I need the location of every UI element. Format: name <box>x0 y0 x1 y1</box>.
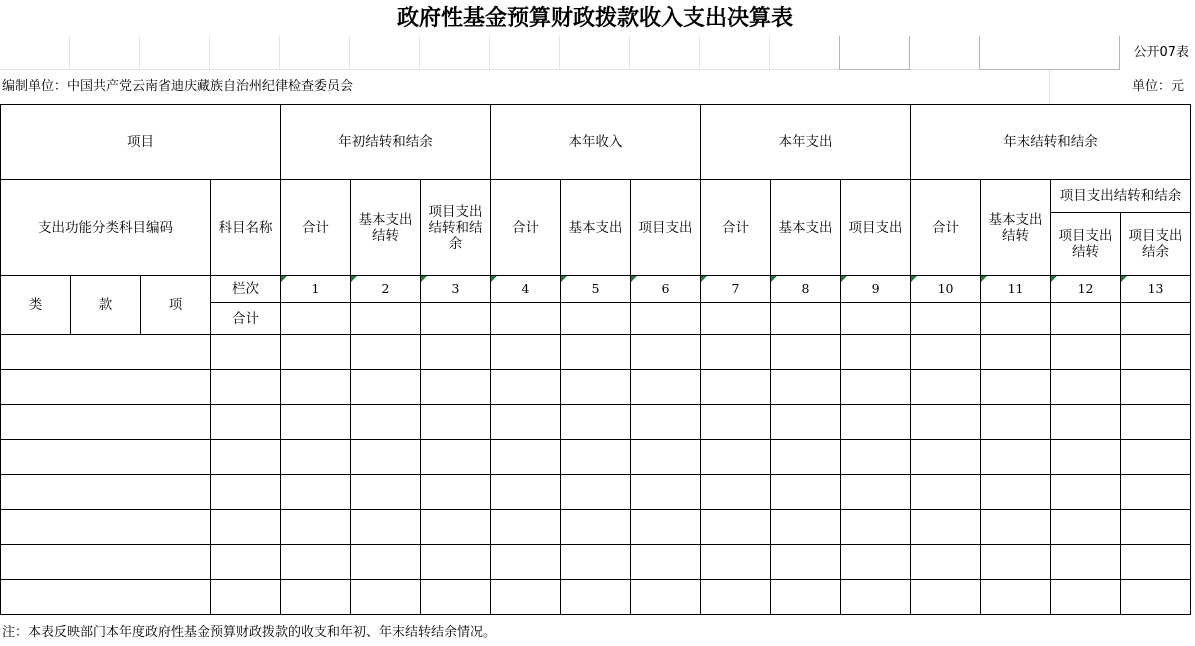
column-number-label: 栏次 <box>211 276 281 303</box>
data-cell <box>1051 545 1121 580</box>
cell-note-marker <box>281 276 287 282</box>
data-cell <box>281 405 351 440</box>
data-cell <box>911 440 981 475</box>
closing-project-group-header: 项目支出结转和结余 <box>1051 180 1191 213</box>
data-cell <box>351 440 421 475</box>
data-cell <box>631 580 701 615</box>
data-cell <box>491 370 561 405</box>
column-number: 11 <box>1007 281 1024 296</box>
data-cell <box>981 580 1051 615</box>
data-cell <box>841 440 911 475</box>
data-cell <box>281 545 351 580</box>
column-number: 2 <box>381 281 390 296</box>
data-cell <box>911 545 981 580</box>
closing-basic-header: 基本支出结转 <box>981 180 1051 276</box>
column-number: 3 <box>451 281 460 296</box>
blank-cell <box>700 36 770 70</box>
data-cell <box>1121 545 1191 580</box>
code-cell <box>1 580 211 615</box>
data-cell <box>701 580 771 615</box>
cell-note-marker <box>911 276 917 282</box>
income-total-header: 合计 <box>491 180 561 276</box>
opening-basic-header: 基本支出结转 <box>351 180 421 276</box>
unit-row <box>0 70 1190 104</box>
data-cell <box>701 545 771 580</box>
data-cell <box>421 303 491 335</box>
data-cell <box>561 405 631 440</box>
data-cell <box>771 440 841 475</box>
form-code: 公开07表 <box>1133 45 1189 60</box>
total-row-label: 合计 <box>211 303 281 335</box>
data-cell <box>421 335 491 370</box>
column-number-cell <box>841 276 911 303</box>
data-cell <box>561 580 631 615</box>
data-cell <box>771 475 841 510</box>
blank-cell <box>630 36 700 70</box>
page-title: 政府性基金预算财政拨款收入支出决算表 <box>396 5 793 31</box>
column-number-cell <box>491 276 561 303</box>
code-cell <box>1 335 211 370</box>
data-cell <box>981 335 1051 370</box>
data-cell <box>981 440 1051 475</box>
data-cell <box>1121 440 1191 475</box>
column-number-cell <box>421 276 491 303</box>
data-cell <box>281 475 351 510</box>
header-row-1 <box>1 105 1191 180</box>
data-cell <box>561 370 631 405</box>
expenditure-header: 本年支出 <box>701 105 911 180</box>
table-row <box>1 510 1191 545</box>
data-cell <box>981 475 1051 510</box>
data-cell <box>421 545 491 580</box>
data-cell <box>1121 475 1191 510</box>
blank-cell <box>0 36 70 70</box>
data-cell <box>561 475 631 510</box>
data-cell <box>1121 510 1191 545</box>
data-cell <box>561 303 631 335</box>
data-cell <box>351 303 421 335</box>
blank-cell <box>910 36 980 70</box>
data-cell <box>281 370 351 405</box>
data-cell <box>491 475 561 510</box>
column-number-cell <box>631 276 701 303</box>
data-cell <box>1051 335 1121 370</box>
column-number-cell <box>981 276 1051 303</box>
column-number-row <box>1 276 1191 303</box>
budget-table <box>0 104 1191 615</box>
data-cell <box>421 510 491 545</box>
data-cell <box>1051 440 1121 475</box>
data-cell <box>631 440 701 475</box>
subject-name-header: 科目名称 <box>211 180 281 276</box>
table-row <box>1 475 1191 510</box>
data-cell <box>1051 510 1121 545</box>
spreadsheet-blank-row <box>0 36 1190 70</box>
data-cell <box>911 510 981 545</box>
data-cell <box>281 440 351 475</box>
name-cell <box>211 580 281 615</box>
data-cell <box>771 405 841 440</box>
data-cell <box>421 370 491 405</box>
exp-basic-header: 基本支出 <box>771 180 841 276</box>
code-cell <box>1 370 211 405</box>
table-row <box>1 405 1191 440</box>
currency-unit: 单位：元 <box>1131 79 1184 94</box>
data-cell <box>771 580 841 615</box>
data-cell <box>631 370 701 405</box>
data-cell <box>981 510 1051 545</box>
cell-note-marker <box>701 276 707 282</box>
data-cell <box>631 303 701 335</box>
blank-cell <box>70 36 140 70</box>
exp-project-header: 项目支出 <box>841 180 911 276</box>
column-number-cell <box>351 276 421 303</box>
cell-note-marker <box>841 276 847 282</box>
data-cell <box>771 370 841 405</box>
data-cell <box>491 303 561 335</box>
data-cell <box>421 440 491 475</box>
closing-project-balance-header: 项目支出结余 <box>1121 213 1191 276</box>
cell-note-marker <box>1051 276 1057 282</box>
table-row <box>1 440 1191 475</box>
data-cell <box>561 510 631 545</box>
data-cell <box>841 580 911 615</box>
data-cell <box>981 545 1051 580</box>
data-cell <box>421 405 491 440</box>
data-cell <box>701 335 771 370</box>
item-header: 项目 <box>1 105 281 180</box>
blank-cell <box>490 36 560 70</box>
data-cell <box>491 405 561 440</box>
blank-cell <box>420 36 490 70</box>
data-cell <box>491 440 561 475</box>
func-code-header: 支出功能分类科目编码 <box>1 180 211 276</box>
data-cell <box>1121 370 1191 405</box>
opening-total-header: 合计 <box>281 180 351 276</box>
section-header: 款 <box>71 276 141 335</box>
name-cell <box>211 510 281 545</box>
blank-cell <box>350 36 420 70</box>
code-cell <box>1 545 211 580</box>
data-cell <box>771 335 841 370</box>
data-cell <box>1121 335 1191 370</box>
column-number-cell <box>281 276 351 303</box>
data-cell <box>351 405 421 440</box>
column-number: 5 <box>591 281 600 296</box>
cell-note-marker <box>421 276 427 282</box>
data-cell <box>631 335 701 370</box>
column-number-cell <box>701 276 771 303</box>
blank-cell <box>140 36 210 70</box>
cell-note-marker <box>1121 276 1127 282</box>
data-cell <box>911 405 981 440</box>
code-cell <box>1 405 211 440</box>
data-cell <box>491 545 561 580</box>
data-cell <box>841 335 911 370</box>
data-cell <box>1121 580 1191 615</box>
data-cell <box>351 545 421 580</box>
data-cell <box>771 510 841 545</box>
footnote: 注：本表反映部门本年度政府性基金预算财政拨款的收支和年初、年末结转结余情况。 <box>2 625 497 640</box>
column-number: 10 <box>937 281 954 296</box>
table-row <box>1 545 1191 580</box>
closing-balance-header: 年末结转和结余 <box>911 105 1191 180</box>
blank-cell <box>979 36 1120 70</box>
blank-cell <box>770 36 840 70</box>
data-cell <box>771 303 841 335</box>
data-cell <box>351 370 421 405</box>
data-cell <box>1051 475 1121 510</box>
data-cell <box>281 303 351 335</box>
cell-note-marker <box>771 276 777 282</box>
column-number-cell <box>771 276 841 303</box>
data-cell <box>561 335 631 370</box>
blank-cell <box>839 36 910 70</box>
column-number: 4 <box>521 281 530 296</box>
column-number-cell <box>911 276 981 303</box>
data-cell <box>1051 580 1121 615</box>
data-cell <box>911 370 981 405</box>
data-cell <box>981 370 1051 405</box>
code-cell <box>1 475 211 510</box>
income-basic-header: 基本支出 <box>561 180 631 276</box>
data-cell <box>981 303 1051 335</box>
data-cell <box>701 475 771 510</box>
data-cell <box>351 510 421 545</box>
cell-note-marker <box>491 276 497 282</box>
data-cell <box>841 475 911 510</box>
data-cell <box>701 370 771 405</box>
data-cell <box>281 510 351 545</box>
code-cell <box>1 510 211 545</box>
data-cell <box>841 303 911 335</box>
name-cell <box>211 475 281 510</box>
data-cell <box>1121 405 1191 440</box>
income-project-header: 项目支出 <box>631 180 701 276</box>
data-cell <box>491 510 561 545</box>
name-cell <box>211 545 281 580</box>
cell-note-marker <box>981 276 987 282</box>
data-cell <box>841 405 911 440</box>
table-row <box>1 335 1191 370</box>
column-number: 9 <box>871 281 880 296</box>
data-cell <box>631 545 701 580</box>
blank-cell <box>210 36 280 70</box>
data-cell <box>771 545 841 580</box>
opening-project-header: 项目支出结转和结余 <box>421 180 491 276</box>
name-cell <box>211 370 281 405</box>
data-cell <box>631 510 701 545</box>
cell-note-marker <box>351 276 357 282</box>
column-number: 6 <box>661 281 670 296</box>
column-number-cell <box>561 276 631 303</box>
data-cell <box>561 545 631 580</box>
column-number: 12 <box>1077 281 1094 296</box>
data-cell <box>421 475 491 510</box>
column-number-cell <box>1051 276 1121 303</box>
cell-divider <box>1049 70 1050 104</box>
data-cell <box>911 580 981 615</box>
closing-total-header: 合计 <box>911 180 981 276</box>
data-cell <box>911 303 981 335</box>
opening-balance-header: 年初结转和结余 <box>281 105 491 180</box>
data-cell <box>701 303 771 335</box>
data-cell <box>491 335 561 370</box>
blank-cell <box>280 36 350 70</box>
data-cell <box>561 440 631 475</box>
exp-total-header: 合计 <box>701 180 771 276</box>
data-cell <box>981 405 1051 440</box>
data-cell <box>351 335 421 370</box>
name-cell <box>211 335 281 370</box>
data-cell <box>421 580 491 615</box>
blank-cell <box>560 36 630 70</box>
cell-note-marker <box>631 276 637 282</box>
data-cell <box>701 405 771 440</box>
data-cell <box>1051 303 1121 335</box>
data-cell <box>631 475 701 510</box>
table-row <box>1 370 1191 405</box>
table-row <box>1 580 1191 615</box>
data-cell <box>841 545 911 580</box>
data-cell <box>1121 303 1191 335</box>
data-cell <box>701 440 771 475</box>
closing-project-carry-header: 项目支出结转 <box>1051 213 1121 276</box>
data-cell <box>491 580 561 615</box>
data-cell <box>281 335 351 370</box>
data-cell <box>351 580 421 615</box>
data-cell <box>701 510 771 545</box>
income-header: 本年收入 <box>491 105 701 180</box>
data-cell <box>841 370 911 405</box>
data-cell <box>911 335 981 370</box>
column-number: 7 <box>731 281 740 296</box>
column-number-cell <box>1121 276 1191 303</box>
column-number: 13 <box>1147 281 1164 296</box>
data-cell <box>1051 370 1121 405</box>
data-cell <box>631 405 701 440</box>
code-cell <box>1 440 211 475</box>
class-header: 类 <box>1 276 71 335</box>
item-col-header: 项 <box>141 276 211 335</box>
compiling-unit: 编制单位：中国共产党云南省迪庆藏族自治州纪律检查委员会 <box>2 79 354 94</box>
data-cell <box>281 580 351 615</box>
data-cell <box>841 510 911 545</box>
data-cell <box>351 475 421 510</box>
data-cell <box>1051 405 1121 440</box>
cell-note-marker <box>561 276 567 282</box>
header-row-2 <box>1 180 1191 213</box>
column-number: 8 <box>801 281 810 296</box>
column-number: 1 <box>311 281 320 296</box>
data-cell <box>911 475 981 510</box>
name-cell <box>211 405 281 440</box>
name-cell <box>211 440 281 475</box>
